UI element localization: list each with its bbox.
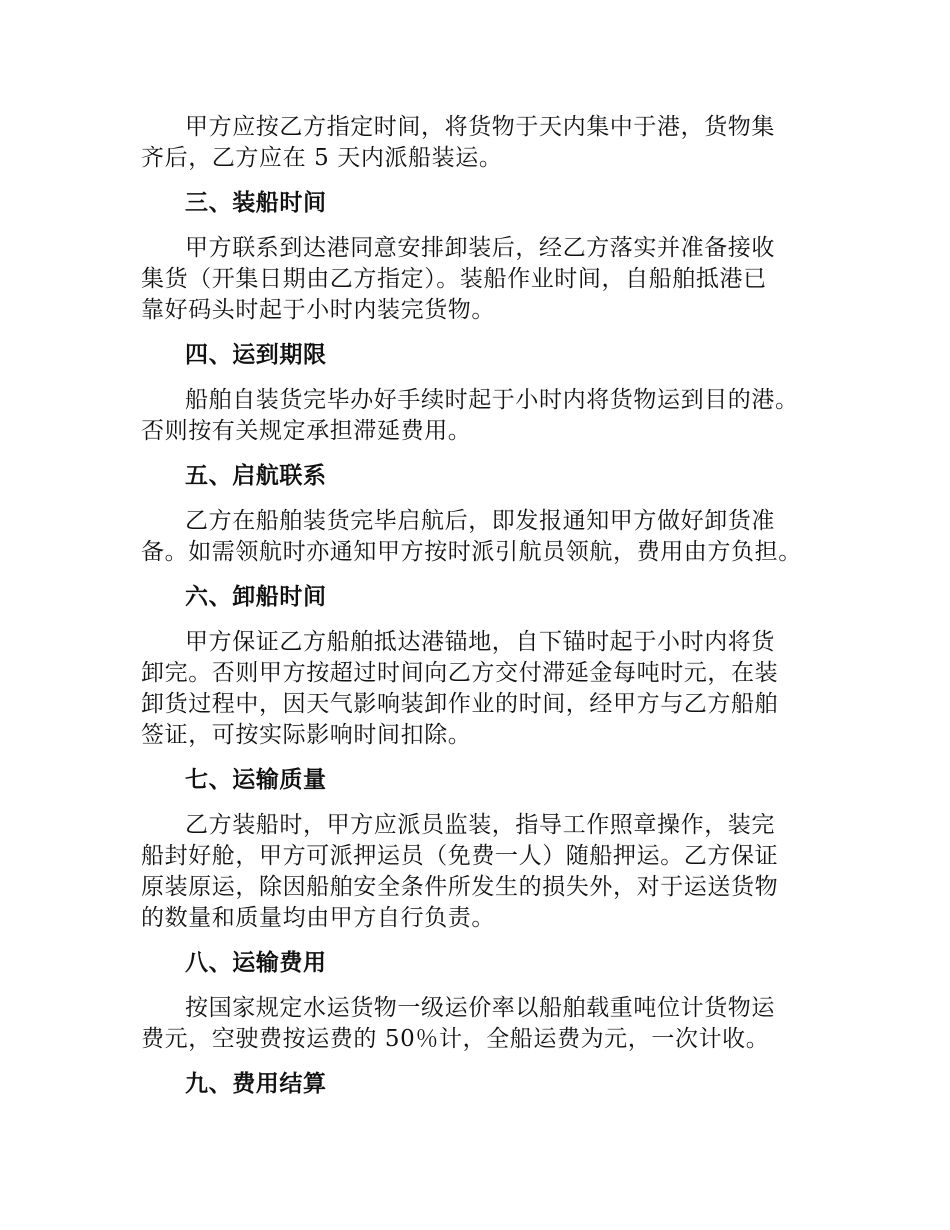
section-heading-3: 三、装船时间	[185, 189, 327, 216]
paragraph-line: 齐后，乙方应在 5 天内派船装运。	[141, 145, 503, 171]
paragraph-line: 乙方装船时，甲方应派员监装，指导工作照章操作，装完	[185, 812, 775, 838]
paragraph-line: 卸完。否则甲方按超过时间向乙方交付滞延金每吨时元，在装	[141, 660, 779, 686]
paragraph-line: 靠好码头时起于小时内装完货物。	[141, 297, 495, 323]
section-heading-8: 八、运输费用	[185, 949, 327, 976]
section-heading-6: 六、卸船时间	[185, 583, 327, 610]
paragraph-line: 甲方保证乙方船舶抵达港锚地，自下锚时起于小时内将货	[185, 629, 775, 655]
paragraph-line: 集货（开集日期由乙方指定）。装船作业时间，自船舶抵港已	[141, 266, 767, 292]
document-body	[141, 112, 813, 1099]
section-heading-7: 七、运输质量	[185, 766, 327, 793]
section-paragraph-7	[141, 810, 813, 934]
section-paragraph-3	[141, 233, 813, 326]
paragraph-line: 船舶自装货完毕办好手续时起于小时内将货物运到目的港。	[185, 387, 799, 413]
section-heading-4: 四、运到期限	[185, 341, 327, 368]
section-paragraph-6	[141, 627, 813, 751]
section-paragraph-5	[141, 506, 813, 568]
paragraph-line: 原装原运，除因船舶安全条件所发生的损失外，对于运送货物	[141, 874, 779, 900]
paragraph-line: 甲方联系到达港同意安排卸装后，经乙方落实并准备接收	[185, 235, 775, 261]
paragraph-line: 甲方应按乙方指定时间，将货物于天内集中于港，货物集	[185, 114, 775, 140]
paragraph-line: 船封好舱，甲方可派押运员（免费一人）随船押运。乙方保证	[141, 843, 779, 869]
section-paragraph-4	[141, 385, 813, 447]
section-heading-9: 九、费用结算	[185, 1070, 327, 1097]
section-paragraph-8	[141, 993, 813, 1055]
paragraph-line: 按国家规定水运货物一级运价率以船舶载重吨位计货物运	[185, 995, 775, 1021]
paragraph-line: 的数量和质量均由甲方自行负责。	[141, 905, 495, 931]
section-heading-5: 五、启航联系	[185, 462, 327, 489]
paragraph-line: 否则按有关规定承担滞延费用。	[141, 418, 472, 444]
paragraph-line: 签证，可按实际影响时间扣除。	[141, 722, 472, 748]
intro-paragraph	[141, 112, 813, 174]
paragraph-line: 费元，空驶费按运费的 50％计，全船运费为元，一次计收。	[141, 1026, 770, 1052]
paragraph-line: 卸货过程中，因天气影响装卸作业的时间，经甲方与乙方船舶	[141, 691, 779, 717]
paragraph-line: 乙方在船舶装货完毕启航后，即发报通知甲方做好卸货准	[185, 508, 775, 534]
paragraph-line: 备。如需领航时亦通知甲方按时派引航员领航，费用由方负担。	[141, 539, 802, 565]
